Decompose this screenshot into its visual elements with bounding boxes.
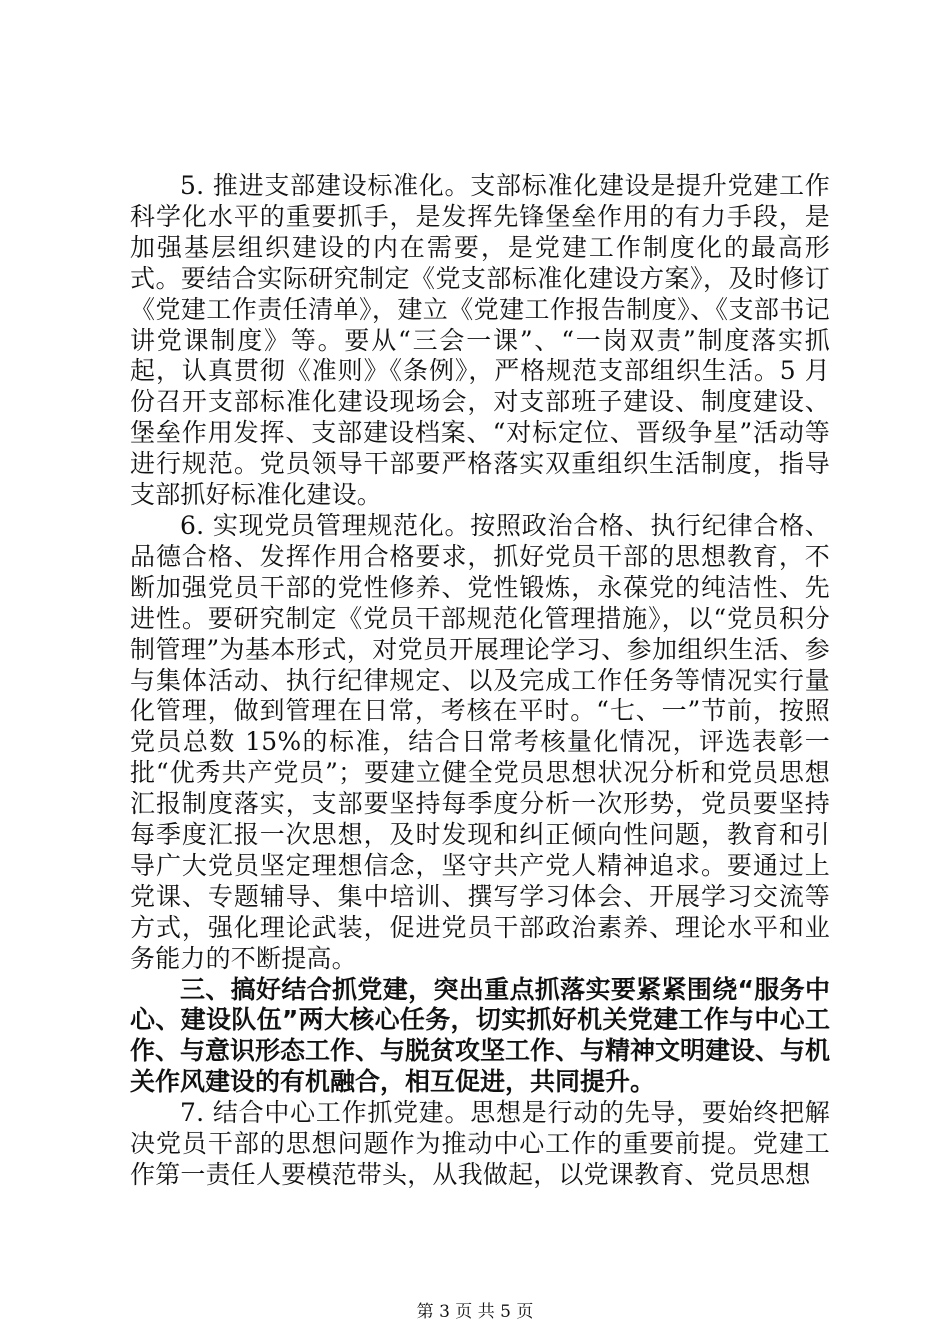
document-body [130,171,830,1191]
paragraph-standardization: 5. 推进支部建设标准化。支部标准化建设是提升党建工作科学化水平的重要抓手，是发挥先锋堡垒作用的有力手段，是加强基层组织建设的内在需要，是党建工作制度化的最高形式。要结合实际研究制定《党支部标准化建设方案》，及时修订《党建工作责任清单》，建立《党建工作报告制度》、《支部书记讲党课制度》等。要从“三会一课”、“一岗双责”制度落实抓起，认真贯彻《准则》《条例》，严格规范支部组织生活。5 月份召开支部标准化建设现场会，对支部班子建设、制度建设、堡垒作用发挥、支部建设档案、“对标定位、晋级争星”活动等进行规范。党员领导干部要严格落实双重组织生活制度，指导支部抓好标准化建设。 [130,171,830,510]
paragraph-member-management: 6. 实现党员管理规范化。按照政治合格、执行纪律合格、品德合格、发挥作用合格要求，抓好党员干部的思想教育，不断加强党员干部的党性修养、党性锻炼，永葆党的纯洁性、先进性。要研究制定《党员干部规范化管理措施》，以“党员积分制管理”为基本形式，对党员开展理论学习、参加组织生活、参与集体活动、执行纪律规定、以及完成工作任务等情况实行量化管理，做到管理在日常，考核在平时。“七、一”节前，按照党员总数 15%的标准，结合日常考核量化情况，评选表彰一批“优秀共产党员”；要建立健全党员思想状况分析和党员思想汇报制度落实，支部要坚持每季度分析一次形势，党员要坚持每季度汇报一次思想，及时发现和纠正倾向性问题，教育和引导广大党员坚定理想信念，坚守共产党人精神追求。要通过上党课、专题辅导、集中培训、撰写学习体会、开展学习交流等方式，强化理论武装，促进党员干部政治素养、理论水平和业务能力的不断提高。 [130,510,830,973]
paragraph-central-work: 7. 结合中心工作抓党建。思想是行动的先导，要始终把解决党员干部的思想问题作为推动中心工作的重要前提。党建工作第一责任人要模范带头，从我做起，以党课教育、党员思想 [130,1098,830,1189]
section-heading-three: 三、搞好结合抓党建，突出重点抓落实要紧紧围绕“服务中心、建设队伍”两大核心任务，切实抓好机关党建工作与中心工作、与意识形态工作、与脱贫攻坚工作、与精神文明建设、与机关作风建设的有机融合，相互促进，共同提升。 [130,974,831,1097]
page-footer: 第 3 页 共 5 页 [416,1302,534,1322]
